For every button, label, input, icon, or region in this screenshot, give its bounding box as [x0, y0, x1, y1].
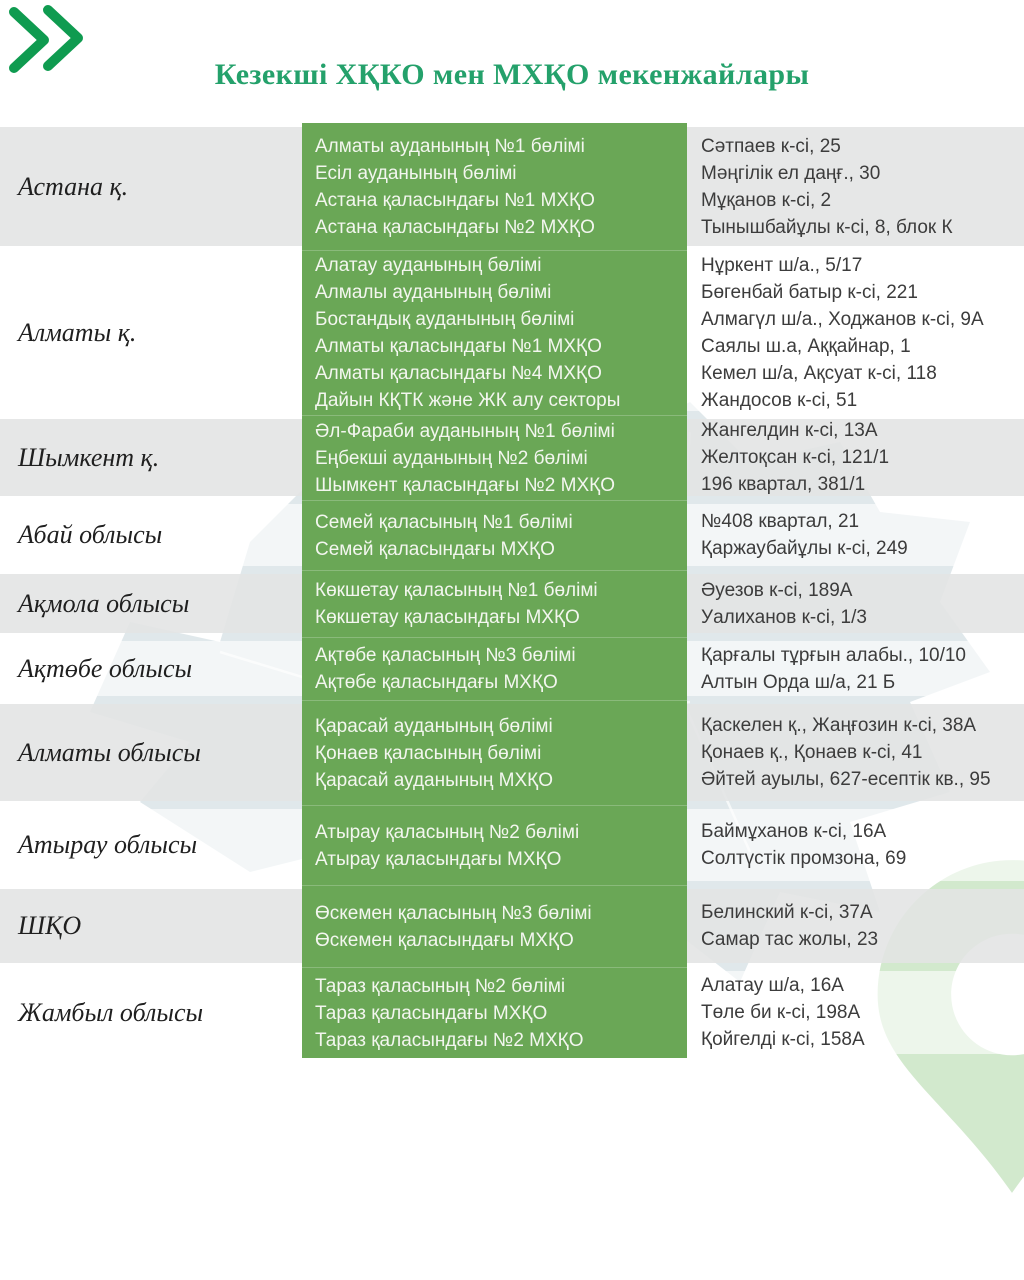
address-line: Әуезов к-сі, 189А — [701, 579, 853, 601]
table-row — [0, 570, 1024, 637]
address-line: Алатау ш/а, 16А — [701, 975, 844, 996]
office-name: Ақтөбе қаласының №3 бөлімі — [315, 645, 576, 666]
address-line: Қаржаубайұлы к-сі, 249 — [701, 538, 908, 559]
address-line: Жангелдин к-сі, 13А — [701, 420, 878, 441]
address-line: Қаскелен қ., Жаңғозин к-сі, 38А — [701, 715, 977, 736]
address-list — [687, 805, 1024, 885]
table-row — [0, 415, 1024, 500]
office-name: Қонаев қаласының бөлімі — [315, 742, 542, 764]
address-list — [687, 500, 1024, 570]
office-list — [302, 250, 687, 415]
address-list — [687, 250, 1024, 415]
address-line: Баймұханов к-сі, 16А — [701, 821, 887, 842]
office-name: Алматы қаласындағы №1 МХҚО — [315, 336, 602, 357]
office-name: Есіл ауданының бөлімі — [315, 162, 517, 184]
office-name: Көкшетау қаласының №1 бөлімі — [315, 580, 598, 601]
office-name: Семей қаласының №1 бөлімі — [315, 511, 573, 533]
address-list — [687, 967, 1024, 1058]
table-row — [0, 250, 1024, 415]
office-name: Алмалы ауданының бөлімі — [315, 282, 552, 303]
table-row — [0, 637, 1024, 700]
address-line: Саялы ш.а, Аққайнар, 1 — [701, 335, 911, 357]
region-name: Алматы қ. — [18, 317, 137, 347]
office-list — [302, 123, 687, 250]
office-list — [302, 500, 687, 570]
region-name: Абай облысы — [18, 520, 163, 549]
office-name: Қарасай ауданының бөлімі — [315, 715, 553, 737]
region-name: Шымкент қ. — [18, 442, 160, 472]
address-line: Жандосов к-сі, 51 — [701, 389, 858, 411]
address-line: Мұқанов к-сі, 2 — [701, 189, 832, 211]
region-name: Жамбыл облысы — [18, 997, 204, 1027]
region-name: Алматы облысы — [18, 737, 201, 767]
office-name: Атырау қаласындағы МХҚО — [315, 848, 562, 870]
office-name: Алматы ауданының №1 бөлімі — [315, 135, 585, 157]
office-name: Алматы қаласындағы №4 МХҚО — [315, 363, 602, 384]
address-line: Самар тас жолы, 23 — [701, 929, 879, 950]
region-name: Астана қ. — [18, 171, 129, 201]
address-list — [687, 415, 1024, 500]
office-name: Атырау қаласының №2 бөлімі — [315, 821, 580, 843]
office-list — [302, 967, 687, 1058]
office-list — [302, 885, 687, 967]
address-line: 196 квартал, 381/1 — [701, 474, 866, 495]
table-row — [0, 500, 1024, 570]
office-name: Алатау ауданының бөлімі — [315, 255, 542, 276]
address-line: Алтын Орда ш/а, 21 Б — [701, 671, 896, 693]
address-list — [687, 700, 1024, 805]
address-list — [687, 637, 1024, 700]
address-line: Уалиханов к-сі, 1/3 — [701, 606, 867, 628]
page-title: Кезекші ХҚКО мен МХҚО мекенжайлары — [214, 58, 810, 91]
office-name: Өскемен қаласындағы МХҚО — [315, 929, 574, 951]
office-name: Еңбекші ауданының №2 бөлімі — [315, 447, 588, 469]
office-name: Шымкент қаласындағы №2 МХҚО — [315, 474, 615, 496]
address-list — [687, 885, 1024, 967]
office-name: Көкшетау қаласындағы МХҚО — [315, 607, 580, 628]
table-row — [0, 885, 1024, 967]
region-name: Атырау облысы — [18, 830, 198, 859]
office-list — [302, 637, 687, 700]
address-list — [687, 570, 1024, 637]
address-line: Қарғалы тұрғын алабы., 10/10 — [701, 644, 966, 666]
address-line: Бөгенбай батыр к-сі, 221 — [701, 281, 918, 303]
office-name: Тараз қаласындағы №2 МХҚО — [315, 1029, 584, 1051]
office-name: Семей қаласындағы МХҚО — [315, 538, 555, 560]
table-row — [0, 123, 1024, 250]
address-line: Нұркент ш/а., 5/17 — [701, 254, 863, 276]
office-name: Қарасай ауданының МХҚО — [315, 769, 554, 791]
office-list — [302, 805, 687, 885]
address-line: Кемел ш/а, Ақсуат к-сі, 118 — [701, 362, 937, 384]
address-table — [0, 123, 1024, 1058]
table-row — [0, 967, 1024, 1058]
office-name: Дайын КҚТК және ЖК алу секторы — [315, 390, 621, 411]
address-line: Тынышбайұлы к-сі, 8, блок К — [701, 216, 953, 238]
office-name: Тараз қаласының №2 бөлімі — [315, 975, 566, 997]
address-line: Қойгелді к-сі, 158А — [701, 1029, 865, 1050]
address-line: Белинский к-сі, 37А — [701, 902, 873, 923]
office-name: Өскемен қаласының №3 бөлімі — [315, 902, 592, 924]
office-name: Астана қаласындағы №1 МХҚО — [315, 189, 595, 211]
address-line: №408 квартал, 21 — [701, 511, 860, 532]
address-line: Мәңгілік ел даңғ., 30 — [701, 162, 881, 184]
address-list — [687, 123, 1024, 250]
table-row — [0, 805, 1024, 885]
office-name: Тараз қаласындағы МХҚО — [315, 1002, 548, 1024]
office-name: Бостандық ауданының бөлімі — [315, 309, 575, 330]
address-line: Желтоқсан к-сі, 121/1 — [701, 447, 890, 468]
address-line: Қонаев қ., Қонаев к-сі, 41 — [701, 742, 923, 763]
region-name: Ақтөбе облысы — [18, 653, 193, 683]
office-list — [302, 570, 687, 637]
address-line: Сәтпаев к-сі, 25 — [701, 135, 841, 157]
office-name: Ақтөбе қаласындағы МХҚО — [315, 672, 558, 693]
address-line: Солтүстік промзона, 69 — [701, 848, 907, 869]
office-name: Астана қаласындағы №2 МХҚО — [315, 216, 595, 238]
region-name: ШҚО — [18, 911, 82, 940]
region-name: Ақмола облысы — [18, 588, 190, 618]
office-list — [302, 415, 687, 500]
address-line: Төле би к-сі, 198А — [701, 1002, 861, 1023]
office-name: Әл-Фараби ауданының №1 бөлімі — [315, 420, 615, 442]
table-row — [0, 700, 1024, 805]
address-line: Алмагүл ш/а., Ходжанов к-сі, 9А — [701, 308, 984, 330]
office-list — [302, 700, 687, 805]
address-line: Әйтей ауылы, 627-есептік кв., 95 — [701, 769, 991, 790]
